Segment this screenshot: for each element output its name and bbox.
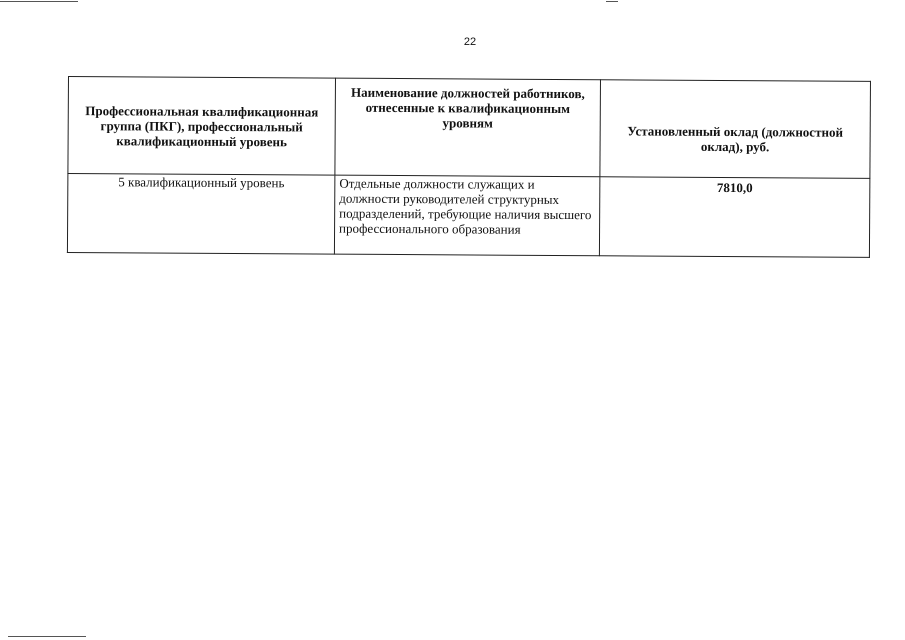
cell-position-names: Отдельные должности служащих и должности руководителей структурных подразделений, требующие наличия высшего профессионального образования: [334, 175, 599, 256]
cell-qualification-level: 5 квалификационный уровень: [67, 174, 334, 255]
header-salary: Установленный оклад (должностной оклад), руб.: [600, 80, 871, 179]
page-number: 22: [463, 36, 477, 48]
table-row: [67, 174, 869, 258]
salary-table: [67, 76, 871, 258]
table-header-row: [68, 77, 871, 179]
header-position-names: Наименование должностей работников, отнесенные к квалификационным уровням: [335, 78, 601, 177]
salary-table-container: [67, 76, 870, 258]
header-qualification-group: Профессиональная квалификационная группа (ПКГ), профессиональный квалификационный уровень: [68, 77, 336, 176]
scan-edge-mark-top-left: [0, 1, 78, 2]
scan-edge-mark-bottom-left: [8, 636, 86, 637]
cell-salary-value: 7810,0: [599, 177, 869, 258]
scan-edge-mark-top-center: [606, 1, 618, 2]
